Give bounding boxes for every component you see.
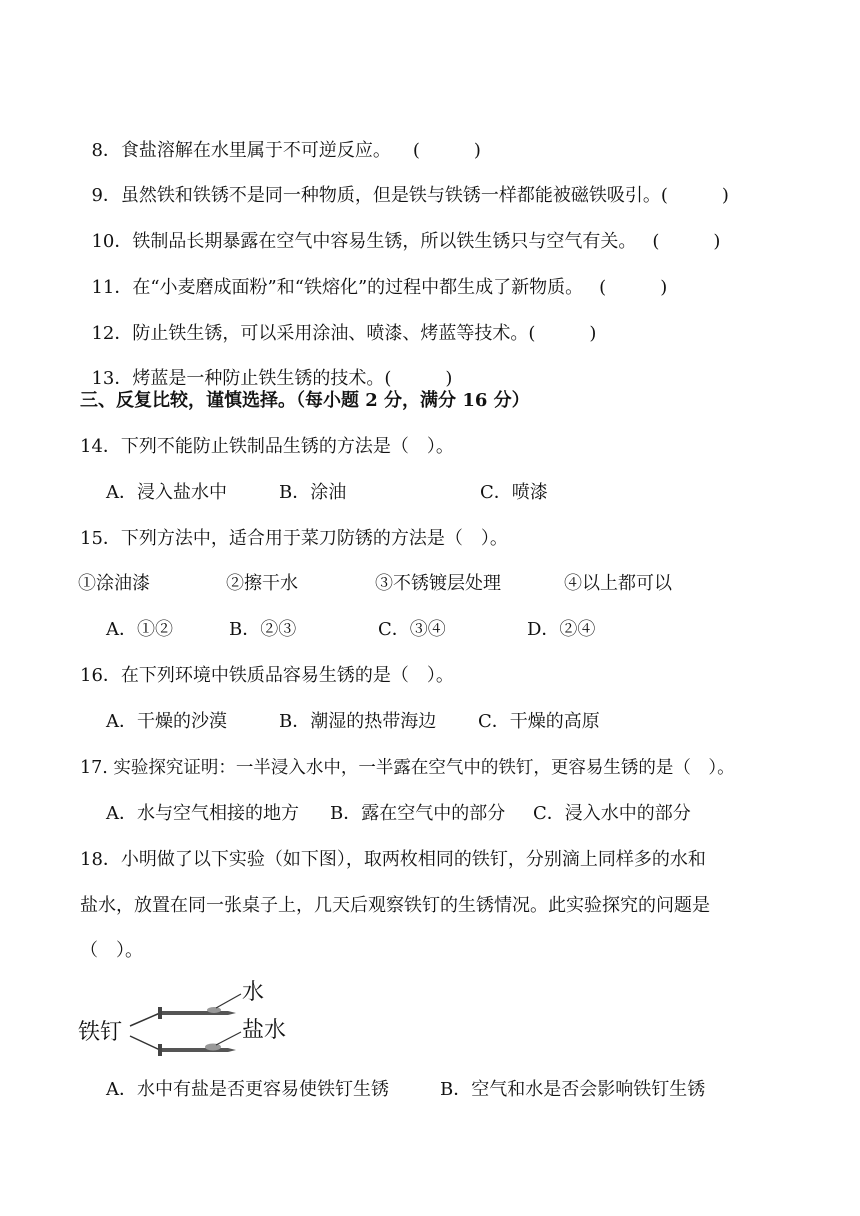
question-text: 虽然铁和铁锈不是同一种物质，但是铁与铁锈一样都能被磁铁吸引。: [120, 185, 661, 206]
salt-label-line: [216, 1032, 241, 1045]
q14-option-b[interactable]: B．涂油: [279, 482, 347, 503]
q15-option-d[interactable]: D．②④: [527, 619, 596, 640]
q15-option-a[interactable]: A．①②: [106, 619, 173, 640]
question-8: [80, 115, 481, 163]
q18-option-a[interactable]: A．水中有盐是否更容易使铁钉生锈: [106, 1079, 389, 1100]
answer-blank[interactable]: ( ): [660, 185, 729, 206]
q16-option-b[interactable]: B．潮湿的热带海边: [279, 711, 437, 732]
question-text: 防止铁生锈，可以采用涂油、喷漆、烤蓝等技术。: [132, 323, 529, 344]
question-18-stem-line1: 18．小明做了以下实验（如下图），取两枚相同的铁钉，分别滴上同样多的水和: [80, 849, 706, 870]
answer-blank[interactable]: ( ): [412, 140, 481, 161]
q17-option-c[interactable]: C．浸入水中的部分: [533, 803, 691, 824]
question-17-stem: 17. 实验探究证明：一半浸入水中，一半露在空气中的铁钉，更容易生锈的是（ ）。: [80, 758, 735, 778]
label-nail: 铁钉: [78, 1020, 123, 1045]
q16-option-a[interactable]: A．干燥的沙漠: [106, 711, 227, 732]
q15-item-3: ③不锈镀层处理: [375, 573, 501, 594]
question-number: 13．: [91, 368, 133, 389]
q16-option-c[interactable]: C．干燥的高原: [478, 711, 600, 732]
question-text: 烤蓝是一种防止铁生锈的技术。: [132, 368, 385, 389]
q15-option-c[interactable]: C．③④: [378, 619, 446, 640]
question-12: [80, 298, 596, 346]
nail-experiment-diagram: [76, 978, 316, 1058]
answer-blank[interactable]: ( ): [599, 277, 668, 298]
answer-blank[interactable]: ( ): [384, 368, 453, 389]
question-number: 10．: [91, 231, 133, 252]
q15-item-1: ①涂油漆: [78, 573, 150, 594]
question-text: 在“小麦磨成面粉”和“铁熔化”的过程中都生成了新物质。: [132, 277, 584, 298]
water-label-line: [216, 994, 241, 1008]
salt-water-drop: [205, 1044, 221, 1051]
question-9: [80, 160, 729, 208]
answer-blank[interactable]: ( ): [652, 231, 721, 252]
question-16-stem: 16．在下列环境中铁质品容易生锈的是（ ）。: [80, 665, 454, 686]
q15-item-4: ④以上都可以: [564, 573, 672, 594]
q17-option-a[interactable]: A．水与空气相接的地方: [106, 803, 299, 824]
label-salt-water: 盐水: [242, 1018, 287, 1043]
label-water: 水: [242, 980, 265, 1005]
question-14-stem: 14．下列不能防止铁制品生锈的方法是（ ）。: [80, 436, 454, 457]
question-18-stem-line2: 盐水，放置在同一张桌子上，几天后观察铁钉的生锈情况。此实验探究的问题是: [80, 895, 710, 916]
q14-option-a[interactable]: A．浸入盐水中: [106, 482, 227, 503]
question-10: [80, 206, 720, 254]
answer-blank[interactable]: ( ): [528, 323, 597, 344]
nail-top: [158, 1007, 236, 1019]
question-number: 8．: [91, 140, 121, 161]
question-15-stem: 15．下列方法中，适合用于菜刀防锈的方法是（ ）。: [80, 528, 508, 549]
pointer-line-top: [130, 1013, 160, 1026]
q17-option-b[interactable]: B．露在空气中的部分: [330, 803, 506, 824]
q18-option-b[interactable]: B．空气和水是否会影响铁钉生锈: [440, 1079, 706, 1100]
question-number: 12．: [91, 323, 133, 344]
q15-item-2: ②擦干水: [226, 573, 298, 594]
question-number: 11．: [91, 277, 133, 298]
question-13: [80, 343, 452, 391]
pointer-line-bottom: [130, 1036, 160, 1050]
nail-bottom: [158, 1044, 236, 1057]
water-drop: [207, 1007, 221, 1013]
q15-option-b[interactable]: B．②③: [229, 619, 297, 640]
section-heading: 三、反复比较，谨慎选择。（每小题 2 分，满分 16 分）: [80, 390, 530, 411]
question-number: 9．: [91, 185, 121, 206]
question-text: 食盐溶解在水里属于不可逆反应。: [120, 140, 391, 161]
q14-option-c[interactable]: C．喷漆: [480, 482, 548, 503]
question-text: 铁制品长期暴露在空气中容易生锈，所以铁生锈只与空气有关。: [132, 231, 637, 252]
question-11: [80, 252, 667, 300]
question-18-stem-line3: （ ）。: [80, 940, 143, 961]
